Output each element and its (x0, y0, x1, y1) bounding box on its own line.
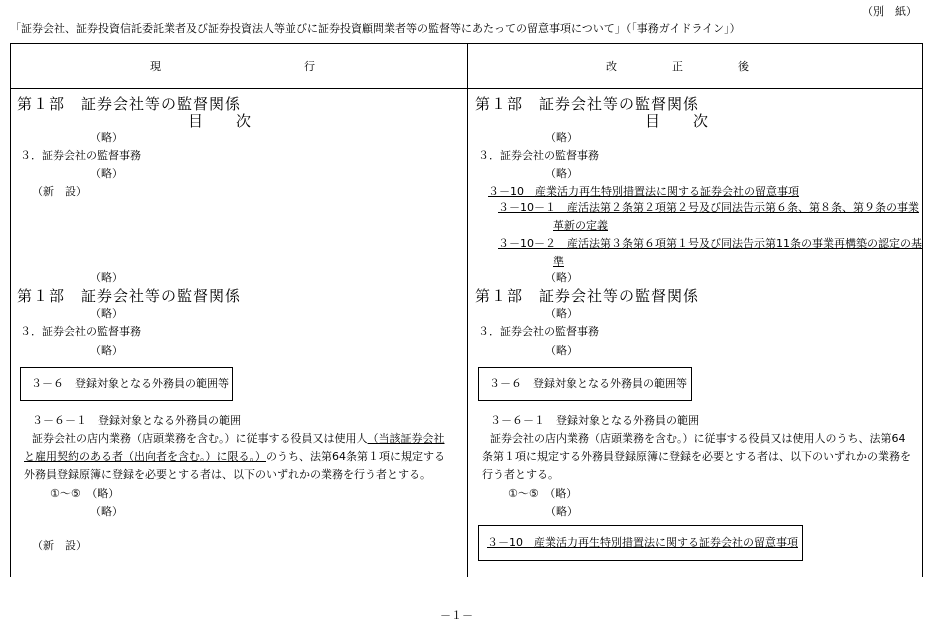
subsection-heading: ３－６－１ 登録対象となる外務員の範囲 (32, 414, 241, 427)
annex-label: （別 紙） (862, 5, 917, 18)
omitted-text: （略） (545, 131, 578, 144)
paragraph-line: 外務員登録原簿に登録を必要とする者は、以下のいずれかの業務を行う者とする。 (24, 468, 431, 481)
new-subitem-cont: 革新の定義 (553, 219, 608, 232)
omitted-text: （略） (90, 167, 123, 180)
toc-heading: 目 次 (645, 112, 710, 130)
column-header-current: 現 行 (150, 60, 315, 73)
omitted-text: （略） (545, 271, 578, 284)
omitted-text: （略） (90, 131, 123, 144)
new-section-box-label: ３－10 産業活力再生特別措置法に関する証券会社の留意事項 (487, 536, 798, 549)
paragraph-line: 行う者とする。 (482, 468, 559, 481)
items-list: ①～⑤ （略） (508, 487, 578, 500)
new-subitem: ３－10－１ 産活法第２条第２項第２号及び同法告示第６条、第８条、第９条の事業 (498, 201, 919, 214)
subsection-heading: ３－６－１ 登録対象となる外務員の範囲 (490, 414, 699, 427)
paragraph-line: と雇用契約のある者（出向者を含む。）に限る。）のうち、法第64条第１項に規定する (24, 450, 445, 463)
new-setup-note: （新 設） (32, 185, 87, 198)
section-box-label: ３－６ 登録対象となる外務員の範囲等 (31, 377, 229, 390)
omitted-text: （略） (545, 167, 578, 180)
paragraph-line: 条第１項に規定する外務員登録原簿に登録を必要とする者は、以下のいずれかの業務を (482, 450, 911, 463)
section-heading: ３．証券会社の監督事務 (478, 325, 599, 338)
omitted-text: （略） (545, 344, 578, 357)
part-heading: 第１部 証券会社等の監督関係 (475, 95, 700, 113)
omitted-text: （略） (90, 307, 123, 320)
new-section-box (478, 525, 803, 561)
document-title: 「証券会社、証券投資信託委託業者及び証券投資法人等並びに証券投資顧問業者等の監督等にあたっての留意事項について」（「事務ガイドライン」） (10, 22, 741, 35)
items-list: ①～⑤ （略） (50, 487, 120, 500)
paragraph-line: 証券会社の店内業務（店頭業務を含む。）に従事する役員又は使用人（当該証券会社 (32, 432, 445, 445)
new-subitem-cont: 準 (553, 255, 564, 268)
omitted-text: （略） (90, 271, 123, 284)
part-heading: 第１部 証券会社等の監督関係 (17, 95, 242, 113)
part-heading: 第１部 証券会社等の監督関係 (475, 287, 700, 305)
section-heading: ３．証券会社の監督事務 (20, 325, 141, 338)
page-number: －１－ (440, 609, 473, 622)
omitted-text: （略） (90, 505, 123, 518)
new-subitem: ３－10－２ 産活法第３条第６項第１号及び同法告示第11条の事業再構築の認定の基 (498, 237, 922, 250)
toc-heading: 目 次 (188, 112, 253, 130)
paragraph-line: 証券会社の店内業務（店頭業務を含む。）に従事する役員又は使用人のうち、法第64 (490, 432, 906, 445)
section-box (20, 367, 233, 401)
new-setup-note: （新 設） (32, 539, 87, 552)
omitted-text: （略） (545, 505, 578, 518)
section-box-label: ３－６ 登録対象となる外務員の範囲等 (489, 377, 687, 390)
section-heading: ３．証券会社の監督事務 (478, 149, 599, 162)
column-header-revised: 改 正 後 (606, 60, 749, 73)
omitted-text: （略） (90, 344, 123, 357)
new-item-heading: ３－10 産業活力再生特別措置法に関する証券会社の留意事項 (488, 185, 799, 198)
part-heading: 第１部 証券会社等の監督関係 (17, 287, 242, 305)
section-box (478, 367, 692, 401)
section-heading: ３．証券会社の監督事務 (20, 149, 141, 162)
omitted-text: （略） (545, 307, 578, 320)
